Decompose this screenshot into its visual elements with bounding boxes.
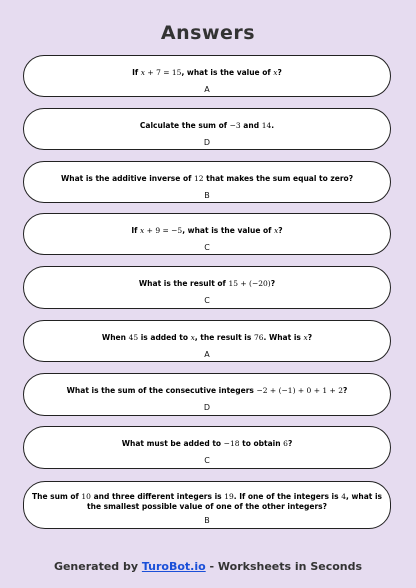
question-text [24,492,390,511]
answer-letter: C [204,295,210,305]
answer-card [23,161,391,203]
math-expression: −18 [223,439,240,448]
answer-letter: B [204,516,210,525]
question-fragment: The sum of [31,492,82,501]
question-text [24,439,390,449]
question-fragment: and [240,121,262,130]
footer-prefix: Generated by [53,560,142,573]
math-expression: 6 [283,439,288,448]
answer-letter: D [203,402,211,412]
answer-letter: C [204,455,210,465]
question-fragment: ? [278,226,283,235]
answer-letter: A [204,349,210,359]
question-fragment: When [101,333,129,342]
question-text [24,386,390,396]
math-expression: 45 [128,333,139,342]
question-text [24,333,390,343]
question-fragment: to obtain [239,439,284,448]
math-expression: −3 [229,121,241,130]
answer-card [23,426,391,469]
question-fragment: What must be added to [121,439,224,448]
math-expression: + 9 = −5 [144,226,183,235]
question-fragment: ? [277,68,282,77]
question-text [24,68,390,78]
question-fragment: . What is [263,333,304,342]
question-fragment: Calculate the sum of [139,121,230,130]
math-expression: + 7 = 15 [145,68,182,77]
question-text [24,121,390,131]
math-expression: −2 + (−1) + 0 + 1 + 2 [256,386,343,395]
answer-card [23,55,391,97]
answer-card [23,266,391,309]
question-fragment: that makes the sum equal to zero? [203,174,354,183]
question-fragment: . If one of the integers is [233,492,342,501]
math-expression: 12 [193,174,204,183]
footer-suffix: - Worksheets in Seconds [205,560,363,573]
math-expression: x [190,333,195,342]
math-expression: x [140,68,146,77]
answer-letter: D [203,137,211,147]
answer-card [23,481,391,529]
question-text [24,174,390,184]
question-fragment: is added to [138,333,191,342]
math-expression: 4 [341,492,346,501]
math-expression: 19 [224,492,234,501]
question-fragment: If [132,68,141,77]
answer-letter: A [204,84,210,94]
answer-letter: C [204,242,210,252]
question-fragment: , what is the value of [182,226,275,235]
question-fragment: and three different integers is [90,492,225,501]
question-fragment: ? [270,279,276,288]
answer-card [23,373,391,416]
math-expression: x [140,226,145,235]
math-expression: 10 [81,492,91,501]
math-expression: 14 [261,121,272,130]
question-fragment: , what is the smallest possible value of one of the other integers? [87,492,383,511]
answer-card [23,213,391,255]
math-expression: x [303,333,308,342]
question-fragment: If [131,226,141,235]
question-fragment: What is the result of [138,279,229,288]
answer-card [23,320,391,362]
answer-card [23,108,391,150]
question-fragment: , the result is [194,333,254,342]
question-fragment: ? [342,386,348,395]
question-fragment: , what is the value of [181,68,274,77]
question-fragment: What is the sum of the consecutive integers [66,386,257,395]
math-expression: x [274,226,279,235]
question-fragment: ? [287,439,293,448]
page-title: Answers [160,22,256,44]
question-fragment: ? [307,333,313,342]
question-text [24,226,390,236]
footer [0,560,416,573]
math-expression: 76 [253,333,264,342]
question-fragment: . [271,121,275,130]
math-expression: 15 + (−20) [228,279,271,288]
question-fragment: What is the additive inverse of [60,174,194,183]
question-text [24,279,390,289]
math-expression: x [273,68,278,77]
answer-letter: B [204,190,210,200]
brand-link[interactable]: TuroBot.io [141,560,206,573]
